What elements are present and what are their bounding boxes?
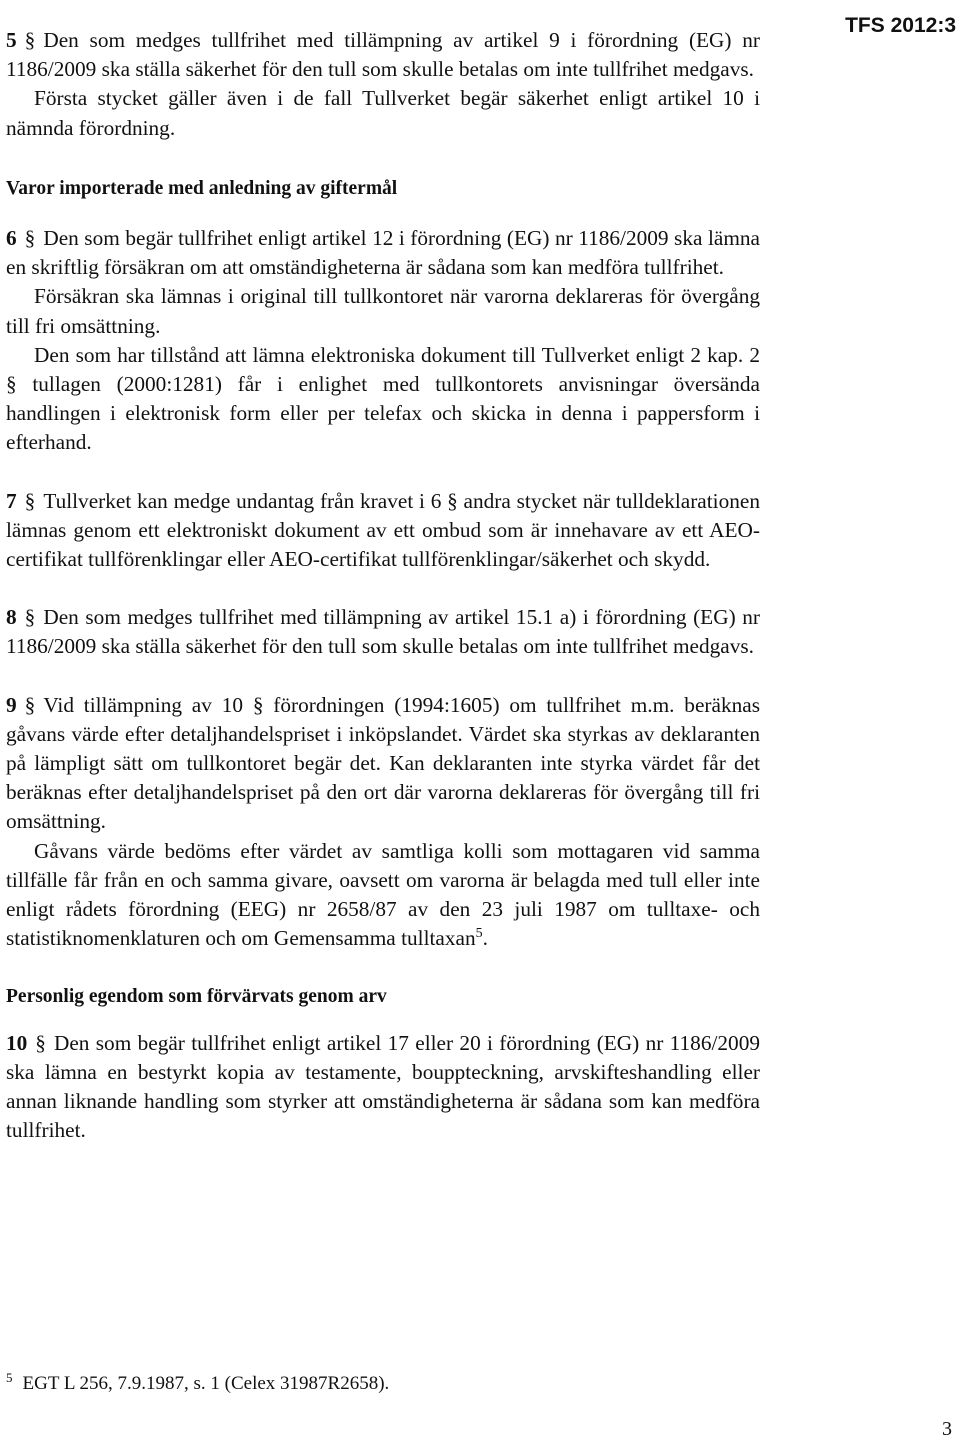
section-6-paragraph-3: Den som har tillstånd att lämna elektroniska dokument till Tullverket enligt 2 kap. 2 § tullagen (2000:1281) får i enlighet med tullkontorets anvisningar översända handlingen i elektronisk form eller per telefax och skicka in denna i pappersform i efterhand.: [6, 342, 760, 455]
section-6-paragraph-2: Försäkran ska lämnas i original till tullkontoret när varorna deklareras för övergång till fri omsättning.: [6, 284, 760, 338]
section-number: 9: [6, 692, 17, 717]
footnote-reference[interactable]: 5: [475, 926, 483, 942]
section-9: [6, 691, 760, 954]
section-6-paragraph-1: [6, 224, 760, 282]
paragraph-symbol: §: [24, 692, 36, 717]
paragraph-text: Den som medges tullfrihet med tillämpning av artikel 15.1 a) i förordning (EG) nr 1186/2009 ska ställa säkerhet för den tull som skulle betalas om inte tullfrihet medgavs.: [6, 605, 760, 659]
section-7-paragraph-1: [6, 487, 760, 575]
section-number: 8: [6, 605, 17, 630]
paragraph-end: .: [482, 926, 488, 951]
section-number: 10: [6, 1030, 28, 1055]
paragraph-text: Den som medges tullfrihet med tillämpning av artikel 9 i förordning (EG) nr 1186/2009 ska ställa säkerhet för den tull som skulle betalas om inte tullfrihet medgavs.: [6, 28, 760, 82]
paragraph-symbol: §: [24, 605, 36, 630]
section-10: [6, 1029, 760, 1146]
section-5-paragraph-1: [6, 26, 760, 84]
document-reference: TFS 2012:3: [845, 14, 956, 37]
section-8: [6, 603, 760, 661]
footnote-number: 5: [6, 1370, 13, 1385]
paragraph-text: Gåvans värde bedöms efter värdet av samtliga kolli som mottagaren vid samma tillfälle får från en och samma givare, oavsett om varorna är belagda med tull eller inte enligt rådets förordning (EEG) nr 2658/87 av den 23 juli 1987 om tulltaxe- och statistiknomenklaturen och om Gemensamma tulltaxan: [6, 838, 760, 951]
footnote: [6, 1370, 389, 1395]
section-number: 5: [6, 28, 17, 52]
paragraph-text: Den som begär tullfrihet enligt artikel 17 eller 20 i förordning (EG) nr 1186/2009 ska lämna en bestyrkt kopia av testamente, bouppteckning, arvskifteshandling eller annan liknande handling som styrker att omständigheterna är sådana som kan medföra tullfrihet.: [6, 1030, 760, 1143]
section-number: 7: [6, 488, 17, 513]
section-heading: Personlig egendom som förvärvats genom arv: [6, 986, 387, 1008]
page-number: 3: [942, 1418, 952, 1440]
section-7: [6, 487, 760, 575]
section-10-paragraph-1: [6, 1029, 760, 1146]
section-heading: Varor importerade med anledning av giftermål: [6, 177, 398, 199]
section-number: 6: [6, 226, 17, 251]
paragraph-symbol: §: [24, 28, 36, 52]
section-5-paragraph-2: Första stycket gäller även i de fall Tullverket begär säkerhet enligt artikel 10 i nämnda förordning.: [6, 86, 760, 140]
section-6: [6, 224, 760, 458]
paragraph-text: Vid tillämpning av 10 § förordningen (1994:1605) om tullfrihet m.m. beräknas gåvans värde efter detaljhandelspriset i inköpslandet. Värdet ska styrkas av deklaranten på lämpligt sätt om tullkontoret begär det. Kan deklaranten inte styrka värdet får det beräknas efter detaljhandelspriset på den ort där varorna deklareras för övergång till fri omsättning.: [6, 692, 760, 834]
paragraph-text: Den som begär tullfrihet enligt artikel 12 i förordning (EG) nr 1186/2009 ska lämna en skriftlig försäkran om att omständigheterna är sådana som kan medföra tullfrihet.: [6, 226, 760, 280]
section-9-paragraph-1: [6, 691, 760, 837]
paragraph-symbol: §: [24, 226, 36, 251]
paragraph-symbol: §: [24, 488, 36, 513]
paragraph-symbol: §: [35, 1030, 46, 1055]
section-9-paragraph-2: [6, 837, 760, 954]
section-8-paragraph-1: [6, 603, 760, 661]
paragraph-text: Tullverket kan medge undantag från kravet i 6 § andra stycket när tulldeklarationen lämnas genom ett elektroniskt dokument av ett ombud som är innehavare av ett AEO-certifikat tullförenklingar eller AEO-certifikat tullförenklingar/säkerhet och skydd.: [6, 488, 760, 572]
main-text-column: [6, 26, 760, 1146]
section-5: [6, 26, 760, 143]
footnote-text: EGT L 256, 7.9.1987, s. 1 (Celex 31987R2658).: [22, 1373, 390, 1394]
